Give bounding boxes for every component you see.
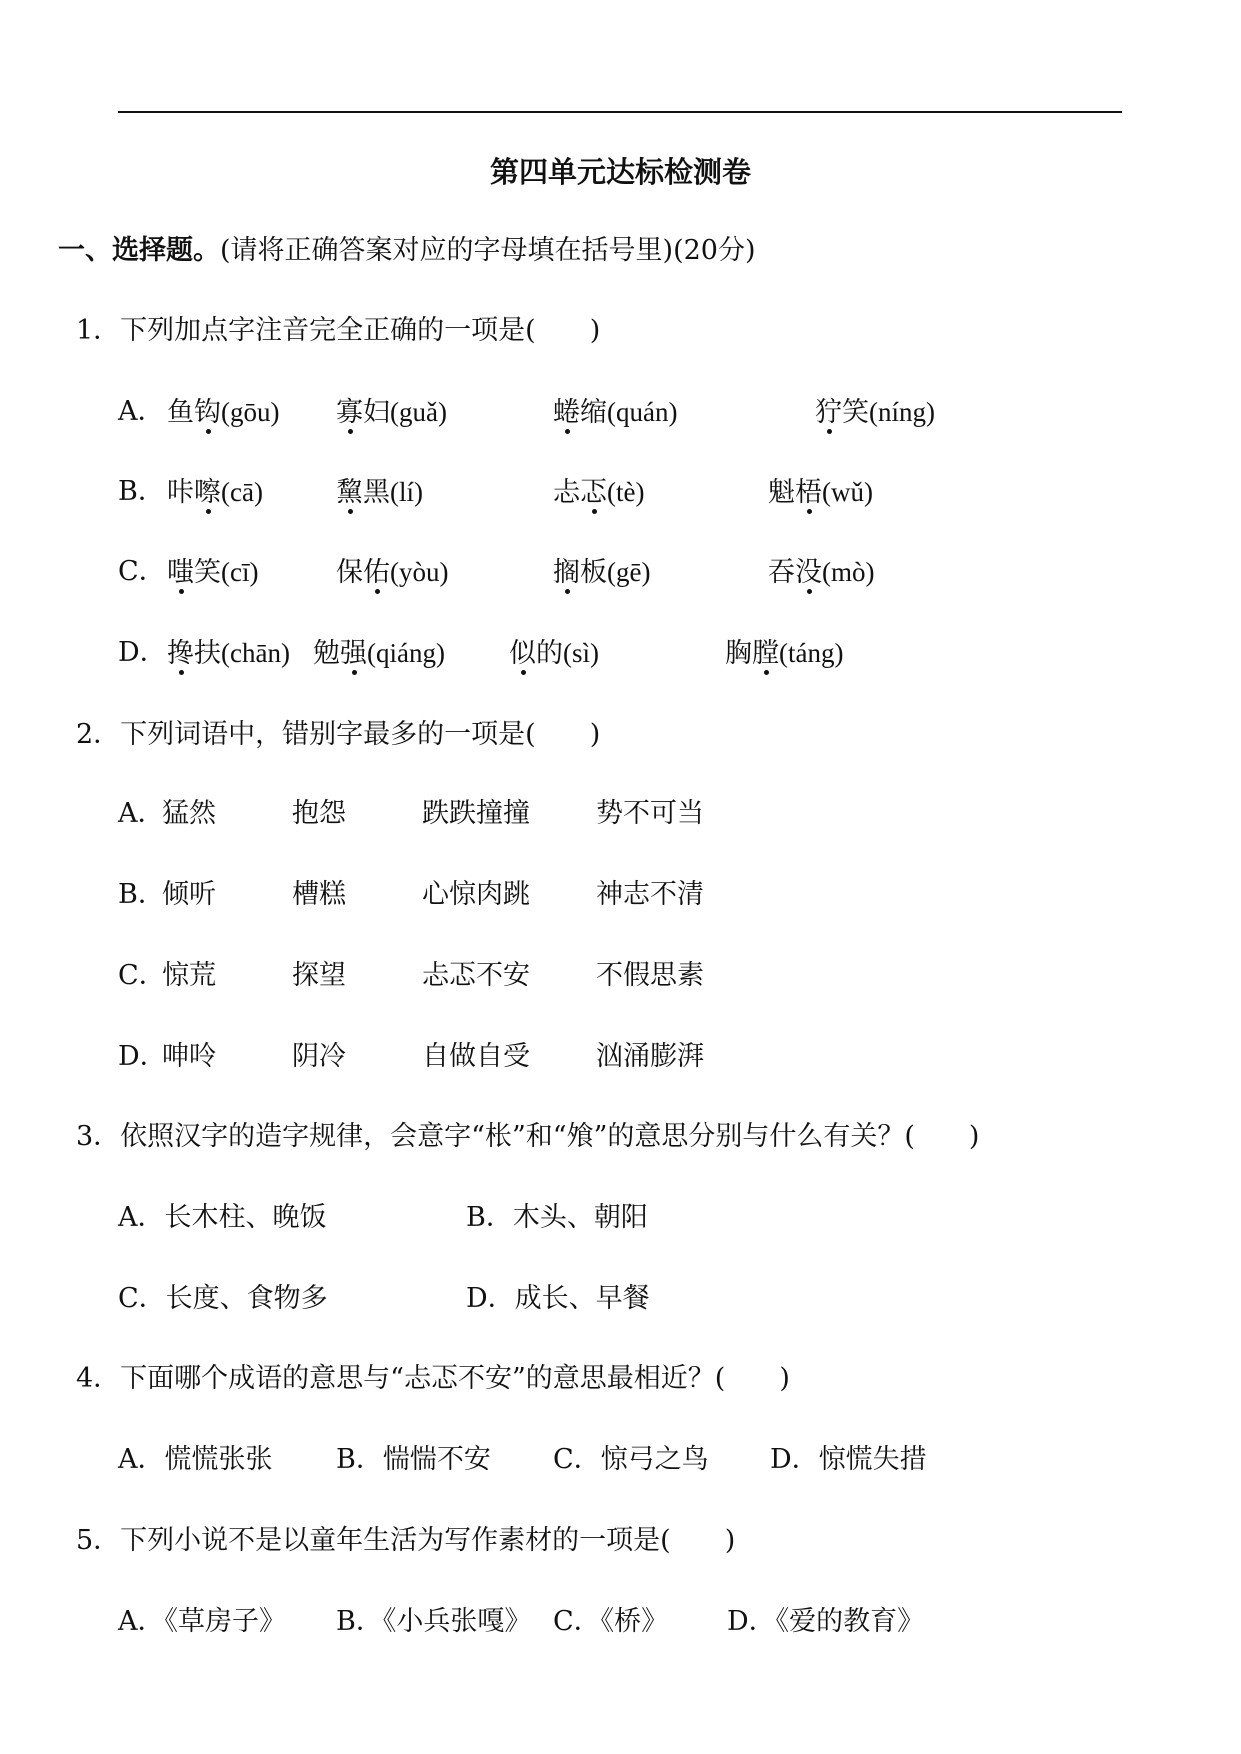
q2-word: 自做自受 [422, 1041, 530, 1072]
q1-option-item: 似的(sì) [509, 638, 599, 669]
q5-option: A．《草房子》 [118, 1606, 286, 1637]
q2-word: 忐忑不安 [422, 960, 530, 991]
q4-option: A．慌慌张张 [118, 1444, 273, 1475]
q4-option: C．惊弓之鸟 [553, 1444, 709, 1475]
q2-word: 跌跌撞撞 [422, 798, 530, 829]
q5-option: C．《桥》 [553, 1606, 669, 1637]
q2-word: 心惊肉跳 [422, 879, 530, 910]
q2-word: 势不可当 [596, 798, 704, 829]
q3-option: B．木头、朝阳 [466, 1202, 648, 1233]
q2-word: 阴冷 [292, 1041, 346, 1072]
q1-option-item: 咔嚓(cā) [167, 477, 263, 508]
q1-option-item: 寡妇(guǎ) [336, 397, 447, 428]
q1-option-item: 黧黑(lí) [336, 477, 423, 508]
q2-option-label: C． [118, 960, 166, 991]
q4-option: B．惴惴不安 [336, 1444, 491, 1475]
q1-option-item: 魁梧(wǔ) [768, 477, 873, 508]
q5-option: B．《小兵张嘎》 [336, 1606, 532, 1637]
question-1-stem: 1．下列加点字注音完全正确的一项是( ) [76, 315, 601, 346]
q5-option: D．《爱的教育》 [727, 1606, 925, 1637]
q3-option: C．长度、食物多 [118, 1283, 328, 1314]
q2-word: 汹涌膨湃 [596, 1041, 704, 1072]
q1-option-item: 狞笑(níng) [815, 397, 935, 428]
question-2-stem: 2．下列词语中，错别字最多的一项是( ) [76, 719, 601, 750]
q2-word: 倾听 [162, 879, 216, 910]
q2-word: 探望 [292, 960, 346, 991]
q1-option-label: C． [118, 556, 166, 587]
question-3-stem: 3．依照汉字的造字规律，会意字“枨”和“飧”的意思分别与什么有关？( ) [76, 1121, 980, 1152]
q1-option-item: 搀扶(chān) [167, 638, 290, 669]
q4-option: D．惊慌失措 [770, 1444, 927, 1475]
q1-option-label: B． [118, 476, 165, 507]
q2-word: 呻呤 [162, 1041, 216, 1072]
q3-option: A．长木柱、晚饭 [118, 1202, 327, 1233]
q1-option-item: 胸膛(táng) [725, 638, 844, 669]
q1-option-label: A． [118, 396, 165, 427]
q2-word: 猛然 [162, 798, 216, 829]
q1-option-item: 蜷缩(quán) [553, 397, 678, 428]
top-rule [118, 111, 1122, 113]
question-4-stem: 4．下面哪个成语的意思与“忐忑不安”的意思最相近？( ) [76, 1363, 790, 1394]
q1-option-item: 保佑(yòu) [336, 557, 449, 588]
q2-word: 惊荒 [162, 960, 216, 991]
q1-option-item: 吞没(mò) [768, 557, 875, 588]
q2-word: 抱怨 [292, 798, 346, 829]
q1-option-item: 搁板(gē) [553, 557, 651, 588]
q2-word: 不假思素 [596, 960, 704, 991]
q3-option: D．成长、早餐 [466, 1283, 650, 1314]
q2-option-label: D． [118, 1041, 167, 1072]
q2-word: 神志不清 [596, 879, 704, 910]
section-lead: 一、选择题。 [58, 235, 220, 266]
q1-option-label: D． [118, 637, 167, 668]
q1-option-item: 鱼钩(gōu) [167, 397, 280, 428]
page-title: 第四单元达标检测卷 [489, 155, 751, 189]
q1-option-item: 忐忑(tè) [553, 477, 645, 508]
q1-option-item: 嗤笑(cī) [167, 557, 259, 588]
q2-word: 槽糕 [292, 879, 346, 910]
q1-option-item: 勉强(qiáng) [313, 638, 445, 669]
question-5-stem: 5．下列小说不是以童年生活为写作素材的一项是( ) [76, 1525, 736, 1556]
section-note: (请将正确答案对应的字母填在括号里)(20分) [220, 235, 756, 266]
q2-option-label: A． [118, 798, 165, 829]
q2-option-label: B． [118, 879, 165, 910]
section-heading [58, 234, 756, 268]
